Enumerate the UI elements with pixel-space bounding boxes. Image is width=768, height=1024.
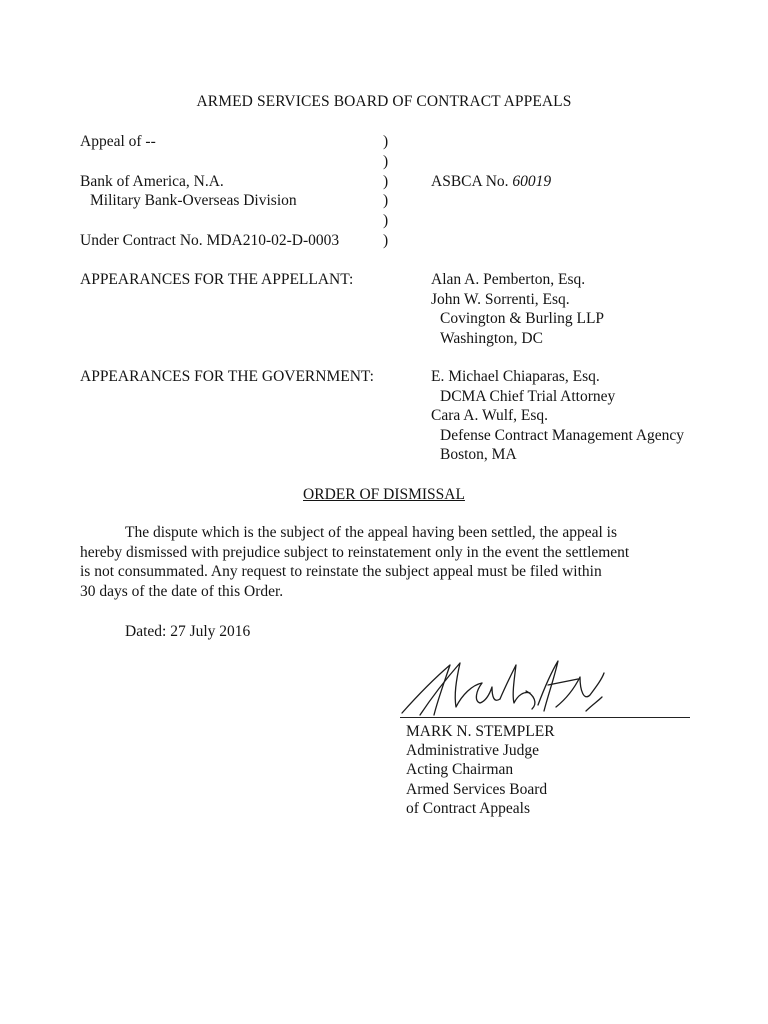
caption-paren: )	[383, 192, 389, 209]
signer-title: Armed Services Board	[406, 781, 548, 798]
appeal-of-label: Appeal of --	[80, 133, 156, 150]
appellant-division: Military Bank-Overseas Division	[90, 192, 297, 209]
order-line: The dispute which is the subject of the appeal having been settled, the appeal is	[125, 524, 617, 541]
counsel-line: John W. Sorrenti, Esq.	[431, 291, 570, 308]
caption-paren: )	[383, 232, 389, 249]
order-line: hereby dismissed with prejudice subject to reinstatement only in the event the settlement	[80, 543, 630, 561]
caption-paren: )	[383, 212, 389, 229]
counsel-line: Alan A. Pemberton, Esq.	[431, 271, 586, 288]
counsel-line: DCMA Chief Trial Attorney	[440, 388, 616, 405]
signer-title: Acting Chairman	[406, 761, 514, 778]
order-line: 30 days of the date of this Order.	[80, 582, 284, 600]
docket-value: 60019	[512, 173, 552, 190]
signer-name: MARK N. STEMPLER	[406, 723, 555, 740]
appellant-name: Bank of America, N.A.	[80, 173, 224, 190]
government-appearances-label: APPEARANCES FOR THE GOVERNMENT:	[80, 368, 374, 385]
order-body	[80, 523, 680, 601]
docket-label: ASBCA No.	[431, 173, 509, 190]
counsel-line: Defense Contract Management Agency	[440, 427, 685, 444]
signer-title: Administrative Judge	[406, 742, 540, 759]
counsel-line: Covington & Burling LLP	[440, 310, 605, 327]
board-title: ARMED SERVICES BOARD OF CONTRACT APPEALS	[196, 93, 572, 110]
order-date: Dated: 27 July 2016	[125, 623, 251, 640]
order-title: ORDER OF DISMISSAL	[303, 486, 465, 503]
counsel-line: Washington, DC	[440, 330, 543, 347]
order-line: is not consummated. Any request to reinstate the subject appeal must be filed within	[80, 563, 602, 580]
signer-title: of Contract Appeals	[406, 800, 530, 817]
appellant-appearances-label: APPEARANCES FOR THE APPELLANT:	[80, 271, 354, 288]
handwritten-signature	[398, 655, 608, 725]
counsel-line: E. Michael Chiaparas, Esq.	[431, 368, 600, 385]
signature-line	[400, 717, 690, 718]
caption-paren: )	[383, 133, 389, 150]
docket-number	[431, 172, 551, 191]
counsel-line: Boston, MA	[440, 446, 517, 463]
counsel-line: Cara A. Wulf, Esq.	[431, 407, 549, 424]
caption-paren: )	[383, 173, 389, 190]
contract-number: Under Contract No. MDA210-02-D-0003	[80, 232, 340, 249]
caption-paren: )	[383, 153, 389, 170]
